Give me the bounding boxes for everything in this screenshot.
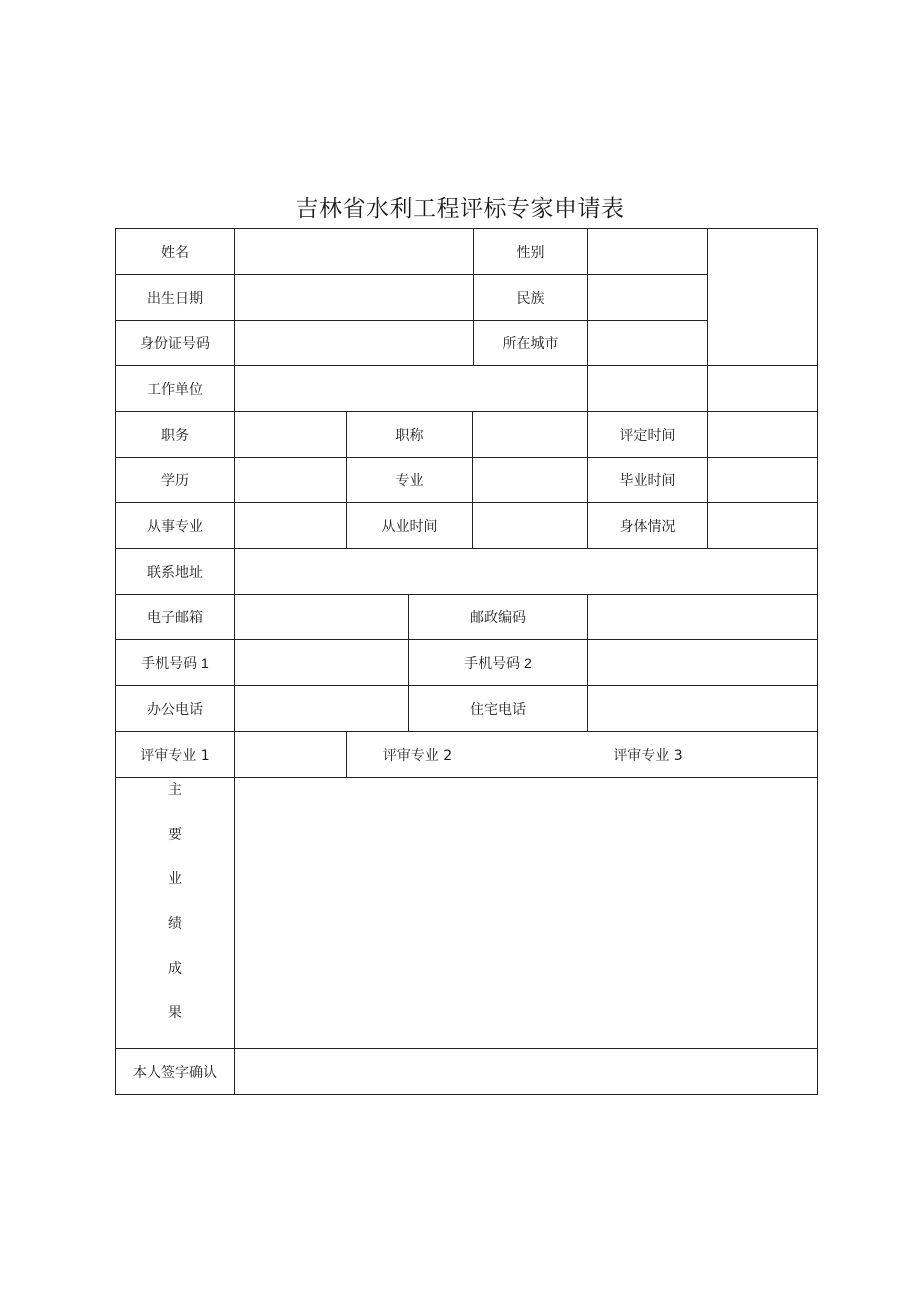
label-employer: 工作单位	[116, 366, 235, 412]
ethnicity-field[interactable]	[588, 275, 708, 321]
achievements-char-4: 绩	[168, 916, 182, 933]
label-postal-code: 邮政编码	[409, 595, 588, 640]
employer-extra-field[interactable]	[588, 366, 708, 412]
label-signature: 本人签字确认	[116, 1049, 235, 1095]
achievements-char-2: 要	[168, 826, 182, 843]
achievements-char-1: 主	[168, 782, 182, 798]
label-education: 学历	[116, 458, 235, 503]
label-review-field-1: 评审专业 1	[116, 732, 235, 778]
form-title: 吉林省水利工程评标专家申请表	[295, 196, 625, 222]
review-field-1-field[interactable]	[235, 732, 347, 778]
label-review-field-3: 评审专业 3	[613, 748, 683, 764]
label-email: 电子邮箱	[116, 595, 235, 640]
professional-title-field[interactable]	[473, 412, 588, 458]
label-major: 专业	[347, 458, 473, 503]
address-field[interactable]	[235, 549, 818, 595]
label-home-phone: 住宅电话	[409, 686, 588, 732]
label-graduation-date: 毕业时间	[588, 458, 708, 503]
mobile-2-field[interactable]	[588, 640, 818, 686]
title-date-field[interactable]	[708, 412, 818, 458]
application-form	[115, 228, 818, 1095]
label-position: 职务	[116, 412, 235, 458]
label-birth-date: 出生日期	[116, 275, 235, 321]
label-ethnicity: 民族	[474, 275, 588, 321]
education-field[interactable]	[235, 458, 347, 503]
label-name: 姓名	[116, 229, 235, 275]
name-field[interactable]	[235, 229, 474, 275]
office-phone-field[interactable]	[235, 686, 409, 732]
label-professional-title: 职称	[347, 412, 473, 458]
signature-field[interactable]	[235, 1049, 818, 1095]
label-health: 身体情况	[588, 503, 708, 549]
gender-field[interactable]	[588, 229, 708, 275]
achievements-char-3: 业	[168, 871, 182, 888]
label-office-phone: 办公电话	[116, 686, 235, 732]
photo-box[interactable]	[708, 229, 818, 366]
id-number-field[interactable]	[235, 321, 474, 366]
employer-field[interactable]	[235, 366, 588, 412]
achievements-field[interactable]	[235, 778, 818, 1049]
birth-date-field[interactable]	[235, 275, 474, 321]
label-mobile-2: 手机号码 2	[409, 640, 588, 686]
city-field[interactable]	[588, 321, 708, 366]
label-city: 所在城市	[474, 321, 588, 366]
label-achievements	[116, 778, 235, 1049]
label-id-number: 身份证号码	[116, 321, 235, 366]
mobile-1-field[interactable]	[235, 640, 409, 686]
postal-code-field[interactable]	[588, 595, 818, 640]
email-field[interactable]	[235, 595, 409, 640]
home-phone-field[interactable]	[588, 686, 818, 732]
field-field[interactable]	[235, 503, 347, 549]
years-in-field-field[interactable]	[473, 503, 588, 549]
position-field[interactable]	[235, 412, 347, 458]
label-title-date: 评定时间	[588, 412, 708, 458]
label-years-in-field: 从业时间	[347, 503, 473, 549]
graduation-date-field[interactable]	[708, 458, 818, 503]
label-review-field-2: 评审专业 2	[382, 748, 453, 764]
label-gender: 性别	[474, 229, 588, 275]
label-mobile-1: 手机号码 1	[116, 640, 235, 686]
label-field: 从事专业	[116, 503, 235, 549]
label-address: 联系地址	[116, 549, 235, 595]
achievements-char-5: 成	[168, 960, 182, 977]
employer-extra-field-2[interactable]	[708, 366, 818, 412]
achievements-char-6: 果	[168, 1005, 182, 1022]
health-field[interactable]	[708, 503, 818, 549]
major-field[interactable]	[473, 458, 588, 503]
